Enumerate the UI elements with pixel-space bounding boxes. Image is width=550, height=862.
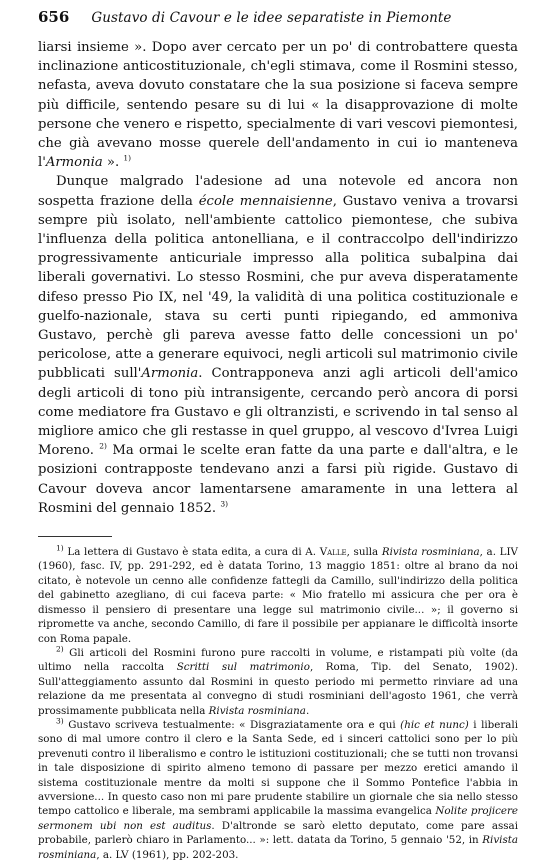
footnote-1: $^{1)}$ La lettera di Gustavo è stata edita, a cura di A. Valle, sulla Rivista rosminiana, a. LIV (1960), fasc. IV, pp. 291-292, ed è datata Torino, 13 maggio 1851: oltre al brano da noi citato, è notevole un cenno alle confidenze fattegli da Camillo, sull'indirizzo della politica del gabinetto azegliano, di cui faceva parte: « Mio fratello mi assicura che per ora è dismesso il pensiero di presentare una legge sul matrimonio civile... »; il governo si ripromette va anche, secondo Camillo, di fare il possibile per appianare le difficoltà insorte con Roma papale. xyxy=(38,543,518,645)
running-title: Gustavo di Cavour e le idee separatiste in Piemonte xyxy=(91,10,452,26)
footnote-ref-3[interactable]: 3) xyxy=(220,499,229,509)
page-number: 656 xyxy=(38,8,70,26)
footnote-divider xyxy=(38,536,112,537)
page xyxy=(38,8,518,862)
footnote-ref-1[interactable]: 1) xyxy=(123,153,132,163)
footnote-3: $^{3)}$ Gustavo scriveva testualmente: « Disgraziatamente ora e qui (hic et nunc) i liberali sono di mal umore contro il clero e la Santa Sede, ed i sinceri cattolici sono per lo più prevenuti contro il liberalismo e contro le istituzioni costituzionali; che se tutti non trovansi in tale disposizione di spirito almeno temono di passare per mezzo eretici amando il sistema costituzionale mentre da molti si suppone che il Sommo Pontefice l'abbia in avversione... In questo caso non mi pare prudente stabilire un giornale che sia nello stesso tempo cattolico e liberale, ma sembrami applicabile la massima evangelica Nolite projicere sermonem ubi non est auditus. D'altronde se sarò eletto deputato, come pare assai probabile, parlerò chiaro in Parlamento... »: lett. datata da Torino, 5 gennaio '52, in Rivista rosminiana, a. LV (1961), pp. 202-203. xyxy=(38,716,519,861)
footnote-2: $^{2)}$ Gli articoli del Rosmini furono pure raccolti in volume, e ristampati più volte (da ultimo nella raccolta Scritti sul matrimonio, Roma, Tip. del Senato, 1902). Sull'atteggiamento assunto dal Rosmini in questo periodo mi permetto rinviare ad una relazione da me presentata al convegno di studi rosminiani dell'agosto 1961, che verrà prossimamente pubblicata nella Rivista rosminiana. xyxy=(38,644,518,717)
footnote-ref-2[interactable]: 2) xyxy=(99,441,107,451)
paragraph-1: liarsi insieme ». Dopo aver cercato per un po' di controbattere questa inclinazione anticostituzionale, ch'egli stimava, come il Rosmini stesso, nefasta, aveva dovuto constatare che la sua posizione si faceva sempre più difficile, sentendo pesare su di lui « la disapprovazione di molte persone che venero e rispetto, specialmente di vari vescovi piemontesi, che già avevano mosse querele dell'andamento in cui io manteneva l'Armonia ». $^{1)}$ xyxy=(38,40,518,171)
footnotes xyxy=(38,545,518,862)
page-header xyxy=(38,8,518,38)
main-text xyxy=(38,38,518,518)
paragraph-2: Dunque malgrado l'adesione ad una notevole ed ancora non sospetta frazione della école mennaisienne, Gustavo veniva a trovarsi sempre più isolato, nell'ambiente cattolico piemontese, che subiva l'influenza della politica antonelliana, e il contraccolpo dell'indirizzo progressivamente anticuriale impresso alla politica subalpina dai liberali governativi. Lo stesso Rosmini, che pur aveva disperatamente difeso presso Pio IX, nel '49, la validità di una politica costituzionale e guelfo-nazionale, stava su certi punti ripiegando, ed ammoniva Gustavo, perchè gli pareva avesse fatto delle concessioni un po' pericolose, atte a generare equivoci, negli articoli sul matrimonio civile pubblicati sull'Armonia. Contrapponeva anzi agli articoli dell'amico degli articoli di tono più intransigente, cercando però ancora di porsi come mediatore fra Gustavo e gli oltranzisti, e scrivendo in tal senso al migliore amico che gli restasse in quel gruppo, al vescovo d'Ivrea Luigi Moreno. $^{2)}$ Ma ormai le scelte eran fatte da una parte e dall'altra, e le posizioni contrapposte tendevano anzi a farsi più rigide. Gustavo di Cavour doveva ancor lamentarsene amaramente in una lettera al Rosmini del gennaio 1852. $^{3)}$ xyxy=(38,174,518,516)
